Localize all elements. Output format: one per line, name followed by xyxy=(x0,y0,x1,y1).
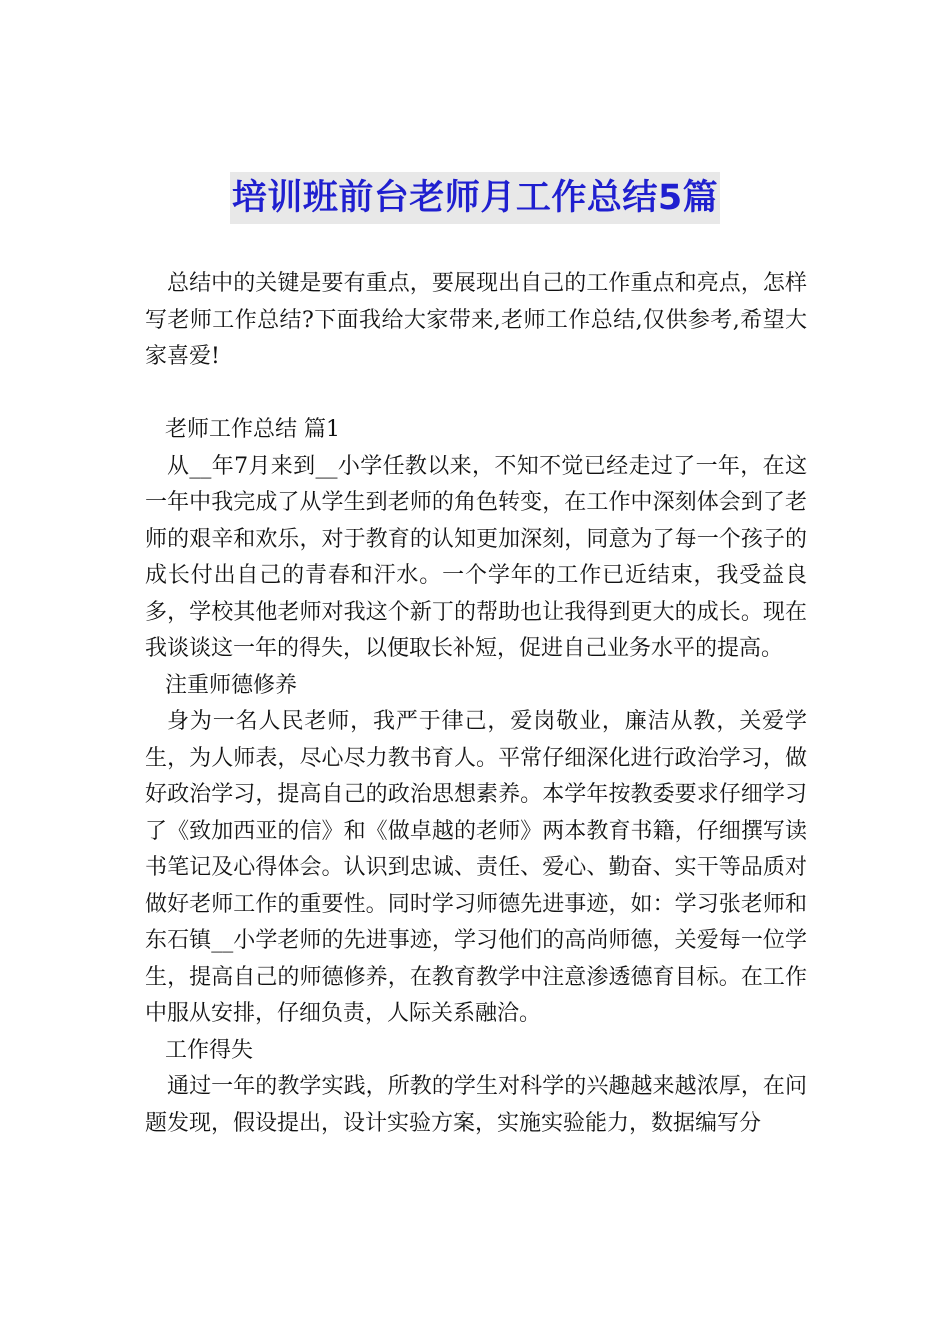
section-heading: 老师工作总结 篇1 xyxy=(165,417,340,442)
intro-paragraph: 总结中的关键是要有重点，要展现出自己的工作重点和亮点，怎样写老师工作总结?下面我给大家带来,老师工作总结,仅供参考,希望大家喜爱! xyxy=(145,271,807,369)
body-paragraph: 从__年7月来到__小学任教以来，不知不觉已经走过了一年，在这一年中我完成了从学生到老师的角色转变，在工作中深刻体会到了老师的艰辛和欢乐，对于教育的认知更加深刻，同意为了每一个孩子的成长付出自己的青春和汗水。一个学年的工作已近结束，我受益良多，学校其他老师对我这个新丁的帮助也让我得到更大的成长。现在我谈谈这一年的得失，以便取长补短，促进自己业务水平的提高。 xyxy=(145,453,807,661)
subheading: 工作得失 xyxy=(165,1037,254,1063)
subheading: 注重师德修养 xyxy=(165,672,298,698)
title-container xyxy=(0,172,950,224)
document-body xyxy=(145,266,807,1142)
document-title: 培训班前台老师月工作总结5篇 xyxy=(230,172,720,224)
body-paragraph: 身为一名人民老师，我严于律己，爱岗敬业，廉洁从教，关爱学生，为人师表，尽心尽力教书育人。平常仔细深化进行政治学习，做好政治学习，提高自己的政治思想素养。本学年按教委要求仔细学习了《致加西亚的信》和《做卓越的老师》两本教育书籍，仔细撰写读书笔记及心得体会。认识到忠诚、责任、爱心、勤奋、实干等品质对做好老师工作的重要性。同时学习师德先进事迹，如：学习张老师和东石镇__小学老师的先进事迹，学习他们的高尚师德，关爱每一位学生，提高自己的师德修养，在教育教学中注意渗透德育目标。在工作中服从安排，仔细负责，人际关系融洽。 xyxy=(145,709,807,1026)
paragraph-gap xyxy=(145,376,807,413)
body-paragraph: 通过一年的教学实践，所教的学生对科学的兴趣越来越浓厚，在问题发现，假设提出，设计实验方案，实施实验能力，数据编写分 xyxy=(145,1074,807,1136)
